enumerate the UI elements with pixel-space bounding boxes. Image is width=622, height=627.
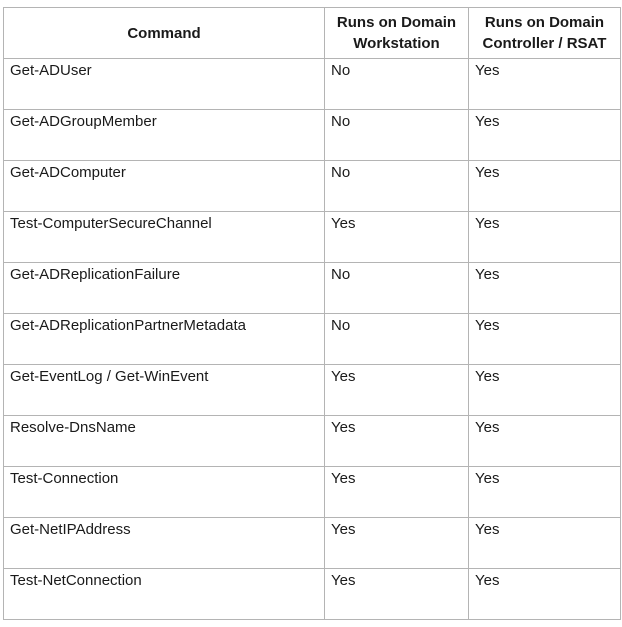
domain-controller-cell-text: Yes — [475, 113, 500, 130]
table-row — [4, 467, 621, 518]
workstation-cell — [325, 59, 469, 110]
command-compatibility-table-wrapper — [3, 7, 621, 620]
domain-controller-cell — [469, 263, 621, 314]
command-cell — [4, 416, 325, 467]
workstation-cell — [325, 416, 469, 467]
domain-controller-cell — [469, 314, 621, 365]
domain-controller-cell — [469, 416, 621, 467]
workstation-cell-text: No — [331, 317, 351, 334]
domain-controller-cell-text: Yes — [475, 215, 500, 232]
table-row — [4, 110, 621, 161]
workstation-cell-text: No — [331, 113, 351, 130]
header-command: Command — [4, 8, 325, 59]
domain-controller-cell-text: Yes — [475, 470, 500, 487]
workstation-cell — [325, 467, 469, 518]
workstation-cell-text: Yes — [331, 215, 356, 232]
command-cell-text: Get-NetIPAddress — [10, 521, 131, 538]
header-workstation: Runs on Domain Workstation — [325, 8, 469, 59]
workstation-cell — [325, 110, 469, 161]
domain-controller-cell-text: Yes — [475, 368, 500, 385]
table-row — [4, 569, 621, 620]
command-cell-text: Test-ComputerSecureChannel — [10, 215, 212, 232]
workstation-cell-text: Yes — [331, 368, 356, 385]
domain-controller-cell-text: Yes — [475, 419, 500, 436]
command-cell — [4, 161, 325, 212]
table-row — [4, 161, 621, 212]
domain-controller-cell — [469, 467, 621, 518]
workstation-cell-text: Yes — [331, 419, 356, 436]
command-cell-text: Resolve-DnsName — [10, 419, 136, 436]
workstation-cell-text: No — [331, 164, 351, 181]
domain-controller-cell — [469, 569, 621, 620]
command-cell-text: Get-ADReplicationPartnerMetadata — [10, 317, 246, 334]
command-cell — [4, 110, 325, 161]
domain-controller-cell — [469, 365, 621, 416]
workstation-cell-text: Yes — [331, 572, 356, 589]
table-row — [4, 365, 621, 416]
table-row — [4, 263, 621, 314]
command-cell — [4, 518, 325, 569]
table-row — [4, 416, 621, 467]
command-cell — [4, 569, 325, 620]
command-cell-text: Get-ADGroupMember — [10, 113, 157, 130]
domain-controller-cell-text: Yes — [475, 521, 500, 538]
command-cell — [4, 263, 325, 314]
workstation-cell-text: Yes — [331, 470, 356, 487]
command-cell-text: Get-ADReplicationFailure — [10, 266, 181, 283]
command-compatibility-table — [3, 7, 621, 620]
table-row — [4, 314, 621, 365]
command-cell-text: Get-ADComputer — [10, 164, 126, 181]
workstation-cell — [325, 365, 469, 416]
command-cell — [4, 467, 325, 518]
workstation-cell-text: Yes — [331, 521, 356, 538]
workstation-cell — [325, 569, 469, 620]
domain-controller-cell — [469, 161, 621, 212]
workstation-cell-text: No — [331, 62, 351, 79]
table-row — [4, 518, 621, 569]
domain-controller-cell — [469, 518, 621, 569]
domain-controller-cell-text: Yes — [475, 266, 500, 283]
command-cell — [4, 314, 325, 365]
workstation-cell — [325, 314, 469, 365]
workstation-cell — [325, 518, 469, 569]
domain-controller-cell — [469, 59, 621, 110]
workstation-cell — [325, 212, 469, 263]
command-cell-text: Test-NetConnection — [10, 572, 142, 589]
domain-controller-cell-text: Yes — [475, 164, 500, 181]
command-cell — [4, 59, 325, 110]
table-header-row — [4, 8, 621, 59]
workstation-cell — [325, 161, 469, 212]
workstation-cell — [325, 263, 469, 314]
table-row — [4, 212, 621, 263]
domain-controller-cell — [469, 212, 621, 263]
command-cell — [4, 212, 325, 263]
command-cell-text: Get-EventLog / Get-WinEvent — [10, 368, 209, 385]
workstation-cell-text: No — [331, 266, 351, 283]
domain-controller-cell — [469, 110, 621, 161]
domain-controller-cell-text: Yes — [475, 62, 500, 79]
command-cell-text: Get-ADUser — [10, 62, 92, 79]
header-domain-controller: Runs on Domain Controller / RSAT — [469, 8, 621, 59]
command-cell-text: Test-Connection — [10, 470, 119, 487]
domain-controller-cell-text: Yes — [475, 572, 500, 589]
domain-controller-cell-text: Yes — [475, 317, 500, 334]
table-body — [4, 59, 621, 620]
table-row — [4, 59, 621, 110]
command-cell — [4, 365, 325, 416]
